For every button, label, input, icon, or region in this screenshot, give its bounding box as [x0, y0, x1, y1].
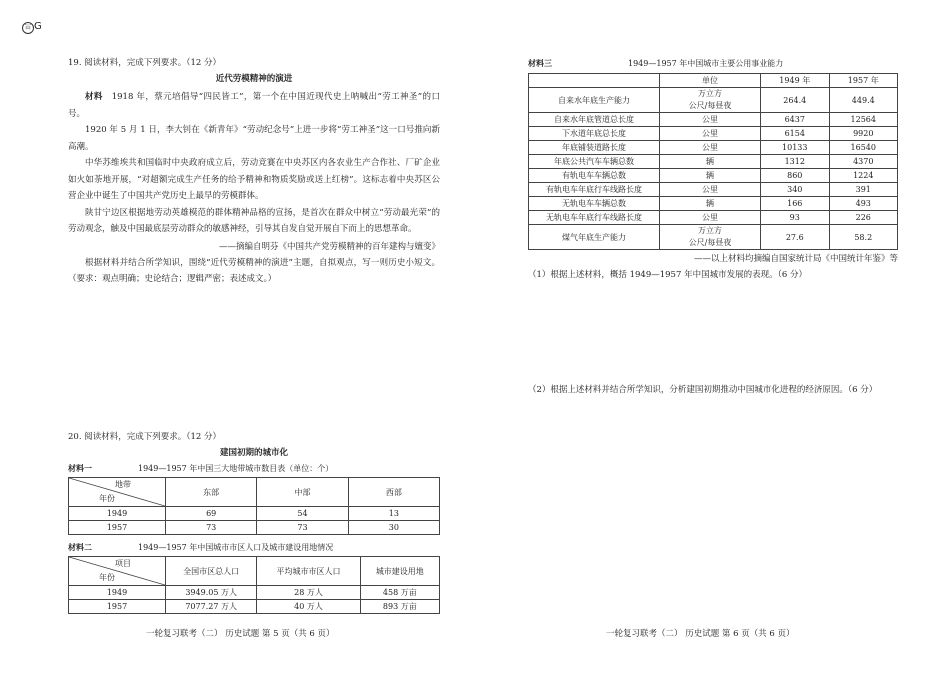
table-cell: 9920 [829, 127, 898, 141]
m3-header [528, 58, 898, 69]
table-row [529, 169, 898, 183]
table-cell: 449.4 [829, 88, 898, 113]
table-cell: 1312 [761, 155, 830, 169]
table-cell: 6437 [761, 113, 830, 127]
table-cell: 73 [257, 521, 348, 535]
m3-label: 材料三 [528, 59, 552, 68]
q19-source: ——摘编自明芬《中国共产党劳模精神的百年建构与嬗变》 [218, 241, 440, 252]
m1-header-cell: 中部 [257, 478, 348, 507]
m3-header-cell: 1949 年 [761, 74, 830, 88]
table-cell: 万立方 公尺/每昼夜 [660, 225, 761, 250]
table-cell: 893 万亩 [360, 600, 439, 614]
m1-corner [69, 478, 166, 507]
table-cell: 有轨电车车辆总数 [529, 169, 660, 183]
q19-heading: 近代劳模精神的演进 [215, 74, 293, 84]
table-cell: 166 [761, 197, 830, 211]
m1-corner-top: 地带 [115, 480, 131, 489]
table-cell: 226 [829, 211, 898, 225]
m3-header-cell: 1957 年 [829, 74, 898, 88]
m1-caption: 1949—1957 年中国三大地带城市数目表（单位：个） [138, 464, 334, 473]
q19-para-1-text: 1918 年，蔡元培倡导“四民皆工”，第一个在中国近现代史上呐喊出“劳工神圣”的口号。 [68, 92, 440, 119]
table-row [69, 507, 440, 521]
table-cell: 公里 [660, 127, 761, 141]
table-cell: 58.2 [829, 225, 898, 250]
m1-corner-bottom: 年份 [99, 494, 115, 503]
table-cell: 辆 [660, 169, 761, 183]
m2-header-cell: 城市建设用地 [360, 557, 439, 586]
m2-corner [69, 557, 166, 586]
table-row [529, 225, 898, 250]
table-cell: 10133 [761, 141, 830, 155]
table-row [69, 600, 440, 614]
table-row [529, 113, 898, 127]
table-cell: 30 [348, 521, 439, 535]
m3-header-cell: 单位 [660, 74, 761, 88]
q20-sub1: （1）根据上述材料，概括 1949—1957 年中国城市发展的表现。（6 分） [528, 270, 807, 280]
m2-header-cell: 全国市区总人口 [166, 557, 257, 586]
m2-header-cell: 平均城市市区人口 [257, 557, 360, 586]
table-row [69, 586, 440, 600]
table-cell: 辆 [660, 197, 761, 211]
q19-para-2: 1920 年 5 月 1 日，李大钊在《新青年》“劳动纪念号”上进一步将“劳工神圣”这一口号推向新高潮。 [68, 125, 440, 152]
m3-source: ——以上材料均摘编自国家统计局《中国统计年鉴》等 [693, 254, 898, 264]
table-cell: 无轨电车车辆总数 [529, 197, 660, 211]
right-page [528, 58, 898, 395]
table-cell: 自来水年底管道总长度 [529, 113, 660, 127]
table-row [529, 141, 898, 155]
table-cell: 无轨电车年底行车线路长度 [529, 211, 660, 225]
table-row [529, 183, 898, 197]
table-cell: 下水道年底总长度 [529, 127, 660, 141]
q20-title: 20. 阅读材料，完成下列要求。（12 分） [68, 432, 221, 442]
table-row [529, 127, 898, 141]
m1-table [68, 477, 440, 535]
table-cell: 28 万人 [257, 586, 360, 600]
footer-right: 一轮复习联考（二） 历史试题 第 6 页（共 6 页） [606, 629, 795, 639]
m2-table [68, 556, 440, 614]
m2-header [68, 542, 440, 553]
table-cell: 860 [761, 169, 830, 183]
m2-corner-top: 项目 [115, 559, 131, 568]
m3-caption: 1949—1957 年中国城市主要公用事业能力 [628, 59, 784, 68]
q19-para-3: 中华苏维埃共和国临时中央政府成立后，劳动竞赛在中央苏区内各农业生产合作社、厂矿企业如火如荼地开展，“对超额完成生产任务的给予精神和物质奖励或送上红榜”。这标志着中央苏区公营企业中诞生了中国共产党历史上最早的劳模群体。 [68, 158, 440, 201]
table-row [529, 155, 898, 169]
material-label: 材料 [85, 92, 103, 102]
table-cell: 1949 [69, 507, 166, 521]
table-cell: 391 [829, 183, 898, 197]
table-cell: 340 [761, 183, 830, 197]
q19-title: 19. 阅读材料，完成下列要求。（12 分） [68, 58, 221, 68]
table-cell: 493 [829, 197, 898, 211]
logo-text: G [34, 21, 42, 32]
table-cell: 公里 [660, 141, 761, 155]
m1-header-cell: 东部 [166, 478, 257, 507]
table-cell: 1224 [829, 169, 898, 183]
table-cell: 13 [348, 507, 439, 521]
table-cell: 年底公共汽车车辆总数 [529, 155, 660, 169]
table-cell: 27.6 [761, 225, 830, 250]
table-cell: 自来水年底生产能力 [529, 88, 660, 113]
table-row [529, 88, 898, 113]
footer-left: 一轮复习联考（二） 历史试题 第 5 页（共 6 页） [146, 629, 335, 639]
table-cell: 16540 [829, 141, 898, 155]
q19-para-1 [68, 89, 440, 122]
m2-label: 材料二 [68, 543, 92, 552]
logo-mark: 冚 [22, 22, 34, 34]
table-cell: 3949.05 万人 [166, 586, 257, 600]
table-cell: 12564 [829, 113, 898, 127]
m3-header-cell [529, 74, 660, 88]
table-cell: 69 [166, 507, 257, 521]
table-cell: 54 [257, 507, 348, 521]
m2-caption: 1949—1957 年中国城市市区人口及城市建设用地情况 [138, 543, 334, 552]
m2-corner-bottom: 年份 [99, 573, 115, 582]
q20-sub2: （2）根据上述材料并结合所学知识，分析建国初期推动中国城市化进程的经济原因。（6 分） [528, 385, 878, 395]
table-cell: 万立方 公尺/每昼夜 [660, 88, 761, 113]
table-cell: 公里 [660, 211, 761, 225]
table-cell: 93 [761, 211, 830, 225]
table-cell: 6154 [761, 127, 830, 141]
m1-header-cell: 西部 [348, 478, 439, 507]
table-row [529, 211, 898, 225]
table-cell: 264.4 [761, 88, 830, 113]
table-row [69, 521, 440, 535]
table-cell: 公里 [660, 113, 761, 127]
m1-header [68, 463, 440, 474]
table-cell: 煤气年底生产能力 [529, 225, 660, 250]
publisher-logo [22, 21, 42, 34]
m1-label: 材料一 [68, 464, 92, 473]
q20-block [68, 430, 440, 614]
table-cell: 1957 [69, 600, 166, 614]
table-cell: 公里 [660, 183, 761, 197]
table-cell: 7077.27 万人 [166, 600, 257, 614]
table-cell: 有轨电车年底行车线路长度 [529, 183, 660, 197]
table-cell: 1949 [69, 586, 166, 600]
table-cell: 1957 [69, 521, 166, 535]
left-page [68, 56, 440, 611]
q19-instruction: 根据材料并结合所学知识，围绕“近代劳模精神的演进”主题，自拟观点，写一则历史小短文。（要求：观点明确；史论结合；逻辑严密；表述成文。） [68, 257, 440, 284]
q20-heading: 建国初期的城市化 [219, 448, 288, 458]
table-cell: 年底铺装道路长度 [529, 141, 660, 155]
table-cell: 辆 [660, 155, 761, 169]
table-cell: 458 万亩 [360, 586, 439, 600]
table-cell: 73 [166, 521, 257, 535]
m3-table [528, 73, 898, 250]
table-row [529, 197, 898, 211]
q19-para-4: 陕甘宁边区根据地劳动英雄模范的群体精神品格的宣扬，是首次在群众中树立“劳动最光荣”的劳动观念，触及中国最底层劳动群众的敏感神经，引导其自发自觉开展自下而上的思想革命。 [68, 207, 440, 234]
table-cell: 40 万人 [257, 600, 360, 614]
table-cell: 4370 [829, 155, 898, 169]
